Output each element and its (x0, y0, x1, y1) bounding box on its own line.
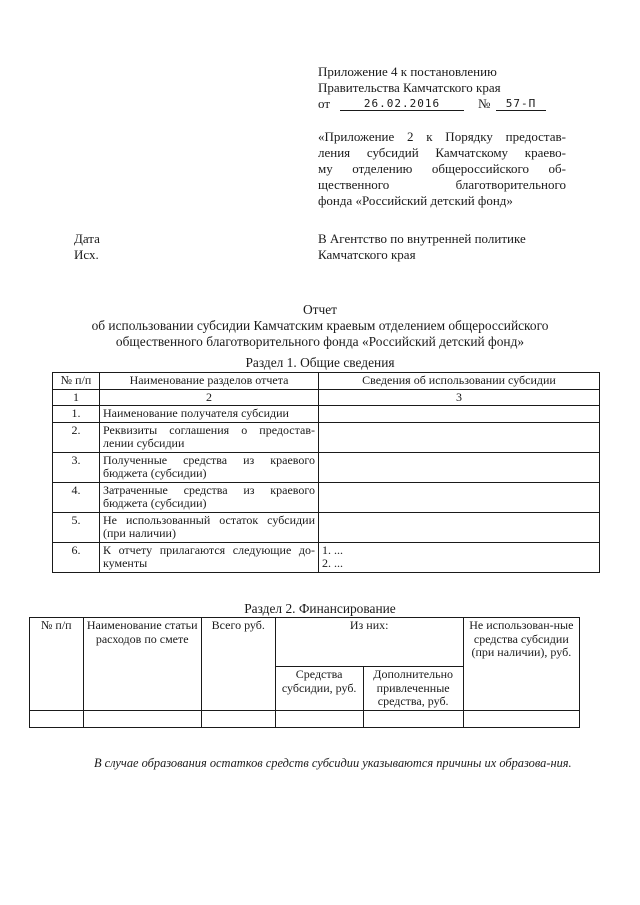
appendix-header (318, 64, 558, 112)
general-info-table (52, 372, 600, 573)
row-name: Затраченные средства из краевого бюджета (субсидии) (100, 482, 319, 512)
quote-line: му отделению общероссийского об- (318, 161, 566, 176)
recipient-line-2: Камчатского края (318, 247, 416, 262)
section2-title: Раздел 2. Финансирование (244, 601, 396, 616)
header-num: № п/п (53, 373, 100, 390)
row-value[interactable] (319, 542, 600, 572)
header-subsidy-funds: Средства субсидии, руб. (275, 667, 363, 711)
index-cell: 3 (319, 389, 600, 406)
index-cell: 2 (100, 389, 319, 406)
table-row (53, 542, 600, 572)
header-additional-funds: Дополнительно привлеченные средства, руб. (363, 667, 463, 711)
quote-line: ления субсидий Камчатскому краево- (318, 145, 566, 160)
row-value[interactable] (319, 406, 600, 423)
header-of-them: Из них: (275, 618, 463, 667)
row-num: 5. (53, 512, 100, 542)
header-total: Всего руб. (201, 618, 275, 711)
row-value[interactable] (319, 512, 600, 542)
header-unused: Не использован-ные средства субсидии (при наличии), руб. (463, 618, 579, 711)
handwritten-number: 57-П (496, 96, 546, 111)
attachment-item: 1. ... (322, 542, 343, 557)
row-name: Не использованный остаток субсидии (при наличии) (100, 512, 319, 542)
header-info: Сведения об использовании субсидии (319, 373, 600, 390)
empty-cell[interactable] (463, 710, 579, 727)
row-name: Полученные средства из краевого бюджета (субсидии) (100, 452, 319, 482)
table-header-row (53, 373, 600, 390)
recipient-line-1: В Агентство по внутренней политике (318, 231, 526, 246)
row-num: 2. (53, 422, 100, 452)
empty-cell[interactable] (201, 710, 275, 727)
row-value[interactable] (319, 452, 600, 482)
order-reference (318, 96, 558, 112)
footnote: В случае образования остатков средств субсидии указываются причины их образова-ния. (94, 756, 572, 770)
appendix-line-2: Правительства Камчатского края (318, 80, 501, 95)
quote-line: «Приложение 2 к Порядку предостав- (318, 129, 566, 144)
report-subtitle-1: об использовании субсидии Камчатским краевым отделением общероссийского (91, 318, 549, 333)
row-num: 1. (53, 406, 100, 423)
table-index-row (53, 389, 600, 406)
empty-cell[interactable] (30, 710, 84, 727)
row-num: 4. (53, 482, 100, 512)
quoted-appendix (318, 129, 566, 209)
row-num: 6. (53, 542, 100, 572)
empty-cell[interactable] (275, 710, 363, 727)
report-subtitle-2: общественного благотворительного фонда «Российский детский фонд» (115, 334, 525, 349)
attachment-item: 2. ... (322, 556, 343, 570)
row-name: К отчету прилагаются следующие до-кументы (100, 542, 319, 572)
section1-title: Раздел 1. Общие сведения (245, 355, 395, 370)
quote-line: фонда «Российский детский фонд» (318, 193, 513, 208)
row-value[interactable] (319, 422, 600, 452)
report-title: Отчет (302, 302, 338, 317)
row-name: Реквизиты соглашения о предостав-лении субсидии (100, 422, 319, 452)
row-value[interactable] (319, 482, 600, 512)
index-cell: 1 (53, 389, 100, 406)
row-name: Наименование получателя субсидии (100, 406, 319, 423)
report-title-block (0, 302, 640, 350)
table-row (53, 452, 600, 482)
table-row (30, 710, 580, 727)
empty-cell[interactable] (83, 710, 201, 727)
table-header-row (30, 618, 580, 667)
header-num: № п/п (30, 618, 84, 711)
recipient-block (318, 231, 526, 263)
empty-cell[interactable] (363, 710, 463, 727)
date-ref-block (74, 231, 100, 263)
header-name: Наименование разделов отчета (100, 373, 319, 390)
table-row (53, 422, 600, 452)
ref-label: Исх. (74, 247, 99, 262)
handwritten-date: 26.02.2016 (340, 96, 464, 111)
date-label: Дата (74, 231, 100, 246)
table-row (53, 482, 600, 512)
row-num: 3. (53, 452, 100, 482)
quote-line: щественного благотворительного (318, 177, 566, 192)
table-row (53, 406, 600, 423)
appendix-line-1: Приложение 4 к постановлению (318, 64, 497, 79)
header-expense-item: Наименование статьи расходов по смете (83, 618, 201, 711)
financing-table (29, 617, 580, 728)
table-row (53, 512, 600, 542)
number-label: № (478, 96, 491, 111)
from-label: от (318, 96, 331, 111)
